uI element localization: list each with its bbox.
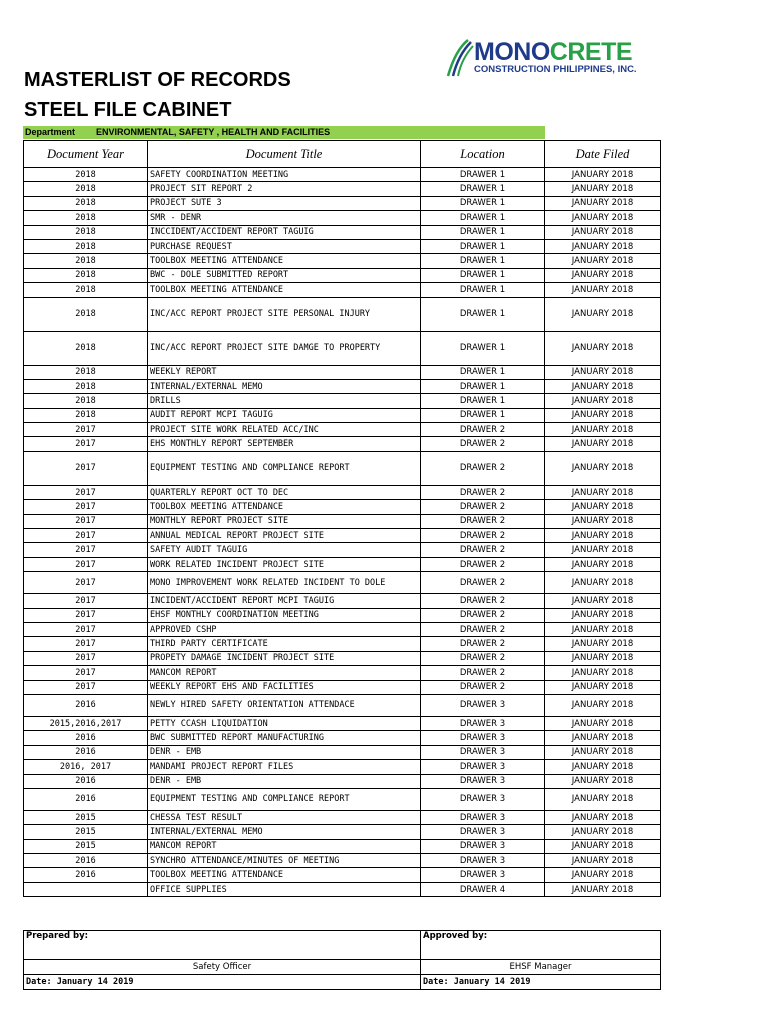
cell-document-year: 2017 — [24, 543, 148, 557]
cell-document-year: 2017 — [24, 529, 148, 543]
cell-document-year: 2017 — [24, 437, 148, 451]
cell-location: DRAWER 1 — [421, 283, 545, 297]
cell-location: DRAWER 4 — [421, 882, 545, 896]
cell-location: DRAWER 1 — [421, 196, 545, 210]
cell-document-year: 2017 — [24, 423, 148, 437]
cell-document-title: NEWLY HIRED SAFETY ORIENTATION ATTENDACE — [148, 694, 421, 716]
cell-document-title: EQUIPMENT TESTING AND COMPLIANCE REPORT — [148, 451, 421, 485]
table-row — [24, 839, 661, 853]
header-date-filed: Date Filed — [545, 141, 661, 168]
cell-document-title: INCCIDENT/ACCIDENT REPORT TAGUIG — [148, 225, 421, 239]
cell-date-filed: JANUARY 2018 — [545, 408, 661, 422]
cell-document-year: 2017 — [24, 594, 148, 608]
table-row — [24, 854, 661, 868]
cell-document-year: 2018 — [24, 283, 148, 297]
table-row — [24, 239, 661, 253]
department-bar — [23, 126, 545, 139]
cell-document-year: 2016 — [24, 854, 148, 868]
cell-location: DRAWER 3 — [421, 854, 545, 868]
cell-date-filed: JANUARY 2018 — [545, 774, 661, 788]
table-row — [24, 608, 661, 622]
cell-document-title: SYNCHRO ATTENDANCE/MINUTES OF MEETING — [148, 854, 421, 868]
cell-date-filed: JANUARY 2018 — [545, 268, 661, 282]
table-row — [24, 745, 661, 759]
approved-date: Date: January 14 2019 — [421, 975, 661, 990]
table-row — [24, 716, 661, 730]
cell-date-filed: JANUARY 2018 — [545, 680, 661, 694]
cell-date-filed: JANUARY 2018 — [545, 622, 661, 636]
cell-document-year: 2016 — [24, 774, 148, 788]
table-row — [24, 283, 661, 297]
cell-date-filed: JANUARY 2018 — [545, 543, 661, 557]
header-document-title: Document Title — [148, 141, 421, 168]
cell-location: DRAWER 3 — [421, 774, 545, 788]
cell-location: DRAWER 1 — [421, 268, 545, 282]
records-table — [23, 140, 661, 897]
cell-document-title: BWC SUBMITTED REPORT MANUFACTURING — [148, 731, 421, 745]
cell-date-filed: JANUARY 2018 — [545, 437, 661, 451]
records-body — [24, 168, 661, 897]
table-row — [24, 868, 661, 882]
table-row — [24, 882, 661, 896]
cell-location: DRAWER 1 — [421, 297, 545, 331]
cell-date-filed: JANUARY 2018 — [545, 196, 661, 210]
cell-document-year: 2018 — [24, 225, 148, 239]
cell-document-year — [24, 882, 148, 896]
cell-document-title: MONTHLY REPORT PROJECT SITE — [148, 514, 421, 528]
header-document-year: Document Year — [24, 141, 148, 168]
cell-document-year: 2018 — [24, 239, 148, 253]
cell-location: DRAWER 2 — [421, 666, 545, 680]
cell-document-title: PROJECT SITE WORK RELATED ACC/INC — [148, 423, 421, 437]
cell-document-year: 2018 — [24, 297, 148, 331]
cell-location: DRAWER 3 — [421, 716, 545, 730]
cell-document-year: 2017 — [24, 451, 148, 485]
cell-document-year: 2017 — [24, 622, 148, 636]
cell-date-filed: JANUARY 2018 — [545, 529, 661, 543]
cell-document-year: 2015 — [24, 839, 148, 853]
cell-document-year: 2016 — [24, 694, 148, 716]
cell-document-title: SAFETY COORDINATION MEETING — [148, 168, 421, 182]
department-value: ENVIRONMENTAL, SAFETY , HEALTH AND FACILITIES — [96, 127, 331, 137]
cell-location: DRAWER 3 — [421, 810, 545, 824]
cell-location: DRAWER 3 — [421, 694, 545, 716]
cell-document-year: 2018 — [24, 196, 148, 210]
cell-document-year: 2017 — [24, 485, 148, 499]
prepared-by-role: Safety Officer — [24, 960, 421, 975]
cell-location: DRAWER 2 — [421, 543, 545, 557]
approved-by-label: Approved by: — [421, 931, 661, 960]
table-row — [24, 394, 661, 408]
cell-date-filed: JANUARY 2018 — [545, 760, 661, 774]
header-location: Location — [421, 141, 545, 168]
table-row — [24, 731, 661, 745]
cell-location: DRAWER 2 — [421, 485, 545, 499]
cell-document-year: 2018 — [24, 365, 148, 379]
department-label: Department — [25, 127, 76, 137]
cell-document-title: EHS MONTHLY REPORT SEPTEMBER — [148, 437, 421, 451]
cell-document-title: THIRD PARTY CERTIFICATE — [148, 637, 421, 651]
logo-swoosh-icon — [444, 38, 474, 78]
table-row — [24, 423, 661, 437]
cell-location: DRAWER 2 — [421, 622, 545, 636]
cell-location: DRAWER 1 — [421, 365, 545, 379]
table-row — [24, 379, 661, 393]
cell-location: DRAWER 1 — [421, 182, 545, 196]
cell-document-year: 2016 — [24, 745, 148, 759]
cell-document-title: SAFETY AUDIT TAGUIG — [148, 543, 421, 557]
table-row — [24, 437, 661, 451]
cell-date-filed: JANUARY 2018 — [545, 810, 661, 824]
company-logo — [444, 38, 654, 78]
cell-location: DRAWER 2 — [421, 557, 545, 571]
company-name: MONOCRETE — [474, 38, 633, 66]
cell-document-year: 2018 — [24, 168, 148, 182]
cell-location: DRAWER 2 — [421, 529, 545, 543]
cell-date-filed: JANUARY 2018 — [545, 485, 661, 499]
cell-date-filed: JANUARY 2018 — [545, 557, 661, 571]
cell-date-filed: JANUARY 2018 — [545, 379, 661, 393]
cell-date-filed: JANUARY 2018 — [545, 423, 661, 437]
table-row — [24, 680, 661, 694]
cell-document-year: 2017 — [24, 608, 148, 622]
cell-date-filed: JANUARY 2018 — [545, 168, 661, 182]
cell-date-filed: JANUARY 2018 — [545, 731, 661, 745]
cell-date-filed: JANUARY 2018 — [545, 651, 661, 665]
cell-date-filed: JANUARY 2018 — [545, 239, 661, 253]
cell-location: DRAWER 2 — [421, 651, 545, 665]
cell-document-year: 2015,2016,2017 — [24, 716, 148, 730]
cell-date-filed: JANUARY 2018 — [545, 854, 661, 868]
cell-date-filed: JANUARY 2018 — [545, 514, 661, 528]
cell-location: DRAWER 1 — [421, 379, 545, 393]
cell-document-year: 2018 — [24, 254, 148, 268]
table-row — [24, 297, 661, 331]
cell-date-filed: JANUARY 2018 — [545, 839, 661, 853]
table-row — [24, 365, 661, 379]
table-row — [24, 760, 661, 774]
cell-document-title: DENR - EMB — [148, 745, 421, 759]
cell-document-year: 2016 — [24, 868, 148, 882]
cell-document-title: CHESSA TEST RESULT — [148, 810, 421, 824]
cell-date-filed: JANUARY 2018 — [545, 868, 661, 882]
table-row — [24, 225, 661, 239]
table-row — [24, 500, 661, 514]
cell-document-title: WEEKLY REPORT — [148, 365, 421, 379]
cell-document-year: 2016 — [24, 788, 148, 810]
cell-location: DRAWER 3 — [421, 839, 545, 853]
table-row — [24, 637, 661, 651]
cell-document-title: INC/ACC REPORT PROJECT SITE PERSONAL INJURY — [148, 297, 421, 331]
cell-document-year: 2017 — [24, 557, 148, 571]
cell-document-title: PURCHASE REQUEST — [148, 239, 421, 253]
prepared-by-label: Prepared by: — [24, 931, 421, 960]
table-row — [24, 622, 661, 636]
table-row — [24, 485, 661, 499]
cell-document-title: APPROVED CSHP — [148, 622, 421, 636]
table-row — [24, 666, 661, 680]
cell-date-filed: JANUARY 2018 — [545, 500, 661, 514]
cell-location: DRAWER 2 — [421, 572, 545, 594]
cell-date-filed: JANUARY 2018 — [545, 394, 661, 408]
cell-document-title: BWC - DOLE SUBMITTED REPORT — [148, 268, 421, 282]
cell-document-title: PROPETY DAMAGE INCIDENT PROJECT SITE — [148, 651, 421, 665]
cell-location: DRAWER 1 — [421, 254, 545, 268]
cell-document-year: 2018 — [24, 379, 148, 393]
cell-location: DRAWER 2 — [421, 514, 545, 528]
table-row — [24, 543, 661, 557]
cell-location: DRAWER 1 — [421, 331, 545, 365]
cell-document-title: AUDIT REPORT MCPI TAGUIG — [148, 408, 421, 422]
cell-document-title: EQUIPMENT TESTING AND COMPLIANCE REPORT — [148, 788, 421, 810]
cell-date-filed: JANUARY 2018 — [545, 331, 661, 365]
cell-document-title: TOOLBOX MEETING ATTENDANCE — [148, 254, 421, 268]
table-row — [24, 810, 661, 824]
cell-document-title: MANDAMI PROJECT REPORT FILES — [148, 760, 421, 774]
cell-location: DRAWER 1 — [421, 168, 545, 182]
cell-document-title: INCIDENT/ACCIDENT REPORT MCPI TAGUIG — [148, 594, 421, 608]
table-row — [24, 408, 661, 422]
table-row — [24, 196, 661, 210]
cell-document-title: SMR - DENR — [148, 211, 421, 225]
cell-location: DRAWER 1 — [421, 211, 545, 225]
cell-location: DRAWER 3 — [421, 788, 545, 810]
cell-date-filed: JANUARY 2018 — [545, 637, 661, 651]
cell-location: DRAWER 1 — [421, 394, 545, 408]
cell-date-filed: JANUARY 2018 — [545, 182, 661, 196]
cell-document-year: 2015 — [24, 810, 148, 824]
cell-location: DRAWER 2 — [421, 451, 545, 485]
cell-document-year: 2015 — [24, 825, 148, 839]
cell-document-year: 2017 — [24, 680, 148, 694]
cell-document-title: MANCOM REPORT — [148, 666, 421, 680]
cell-location: DRAWER 2 — [421, 608, 545, 622]
cell-location: DRAWER 2 — [421, 637, 545, 651]
cell-location: DRAWER 1 — [421, 239, 545, 253]
cell-document-year: 2017 — [24, 666, 148, 680]
cell-date-filed: JANUARY 2018 — [545, 254, 661, 268]
cell-date-filed: JANUARY 2018 — [545, 608, 661, 622]
approved-by-role: EHSF Manager — [421, 960, 661, 975]
prepared-date: Date: January 14 2019 — [24, 975, 421, 990]
company-tagline: CONSTRUCTION PHILIPPINES, INC. — [474, 64, 637, 75]
table-row — [24, 211, 661, 225]
table-row — [24, 254, 661, 268]
cell-document-year: 2018 — [24, 268, 148, 282]
cell-location: DRAWER 3 — [421, 825, 545, 839]
cell-location: DRAWER 3 — [421, 868, 545, 882]
cell-date-filed: JANUARY 2018 — [545, 297, 661, 331]
table-row — [24, 168, 661, 182]
cell-location: DRAWER 3 — [421, 731, 545, 745]
cell-location: DRAWER 3 — [421, 760, 545, 774]
cell-date-filed: JANUARY 2018 — [545, 666, 661, 680]
table-row — [24, 514, 661, 528]
table-row — [24, 594, 661, 608]
cell-document-title: QUARTERLY REPORT OCT TO DEC — [148, 485, 421, 499]
cell-date-filed: JANUARY 2018 — [545, 825, 661, 839]
cell-document-title: DENR - EMB — [148, 774, 421, 788]
table-row — [24, 825, 661, 839]
cell-date-filed: JANUARY 2018 — [545, 788, 661, 810]
cell-document-year: 2017 — [24, 572, 148, 594]
cell-location: DRAWER 2 — [421, 680, 545, 694]
cell-document-title: INTERNAL/EXTERNAL MEMO — [148, 825, 421, 839]
cell-document-year: 2018 — [24, 408, 148, 422]
cell-location: DRAWER 1 — [421, 225, 545, 239]
cell-document-title: MANCOM REPORT — [148, 839, 421, 853]
cell-date-filed: JANUARY 2018 — [545, 594, 661, 608]
signature-table — [23, 930, 661, 990]
cell-document-title: WEEKLY REPORT EHS AND FACILITIES — [148, 680, 421, 694]
cell-date-filed: JANUARY 2018 — [545, 451, 661, 485]
cell-date-filed: JANUARY 2018 — [545, 211, 661, 225]
cell-document-year: 2016, 2017 — [24, 760, 148, 774]
table-header-row — [24, 141, 661, 168]
cell-document-year: 2018 — [24, 182, 148, 196]
cell-document-year: 2017 — [24, 651, 148, 665]
cell-document-title: INTERNAL/EXTERNAL MEMO — [148, 379, 421, 393]
table-row — [24, 572, 661, 594]
cell-document-title: MONO IMPROVEMENT WORK RELATED INCIDENT TO DOLE — [148, 572, 421, 594]
cell-document-title: EHSF MONTHLY COORDINATION MEETING — [148, 608, 421, 622]
cell-date-filed: JANUARY 2018 — [545, 283, 661, 297]
cell-document-title: TOOLBOX MEETING ATTENDANCE — [148, 283, 421, 297]
cell-document-year: 2018 — [24, 211, 148, 225]
document-subtitle: STEEL FILE CABINET — [24, 99, 232, 121]
cell-date-filed: JANUARY 2018 — [545, 365, 661, 379]
cell-date-filed: JANUARY 2018 — [545, 225, 661, 239]
cell-location: DRAWER 2 — [421, 500, 545, 514]
cell-location: DRAWER 3 — [421, 745, 545, 759]
table-row — [24, 788, 661, 810]
cell-date-filed: JANUARY 2018 — [545, 745, 661, 759]
cell-document-title: ANNUAL MEDICAL REPORT PROJECT SITE — [148, 529, 421, 543]
table-row — [24, 557, 661, 571]
cell-document-title: PROJECT SIT REPORT 2 — [148, 182, 421, 196]
cell-document-title: TOOLBOX MEETING ATTENDANCE — [148, 500, 421, 514]
table-row — [24, 694, 661, 716]
cell-document-title: OFFICE SUPPLIES — [148, 882, 421, 896]
cell-document-title: INC/ACC REPORT PROJECT SITE DAMGE TO PROPERTY — [148, 331, 421, 365]
cell-document-title: PROJECT SUTE 3 — [148, 196, 421, 210]
cell-document-title: PETTY CCASH LIQUIDATION — [148, 716, 421, 730]
cell-location: DRAWER 2 — [421, 594, 545, 608]
cell-document-year: 2017 — [24, 514, 148, 528]
cell-location: DRAWER 2 — [421, 423, 545, 437]
cell-location: DRAWER 2 — [421, 437, 545, 451]
table-row — [24, 774, 661, 788]
cell-document-title: WORK RELATED INCIDENT PROJECT SITE — [148, 557, 421, 571]
cell-date-filed: JANUARY 2018 — [545, 716, 661, 730]
cell-date-filed: JANUARY 2018 — [545, 882, 661, 896]
document-title: MASTERLIST OF RECORDS — [24, 69, 291, 91]
table-row — [24, 651, 661, 665]
cell-document-title: DRILLS — [148, 394, 421, 408]
cell-document-title: TOOLBOX MEETING ATTENDANCE — [148, 868, 421, 882]
cell-document-year: 2018 — [24, 394, 148, 408]
cell-document-year: 2018 — [24, 331, 148, 365]
table-row — [24, 268, 661, 282]
cell-date-filed: JANUARY 2018 — [545, 694, 661, 716]
table-row — [24, 529, 661, 543]
cell-date-filed: JANUARY 2018 — [545, 572, 661, 594]
cell-location: DRAWER 1 — [421, 408, 545, 422]
table-row — [24, 451, 661, 485]
table-row — [24, 331, 661, 365]
cell-document-year: 2016 — [24, 731, 148, 745]
cell-document-year: 2017 — [24, 500, 148, 514]
table-row — [24, 182, 661, 196]
cell-document-year: 2017 — [24, 637, 148, 651]
